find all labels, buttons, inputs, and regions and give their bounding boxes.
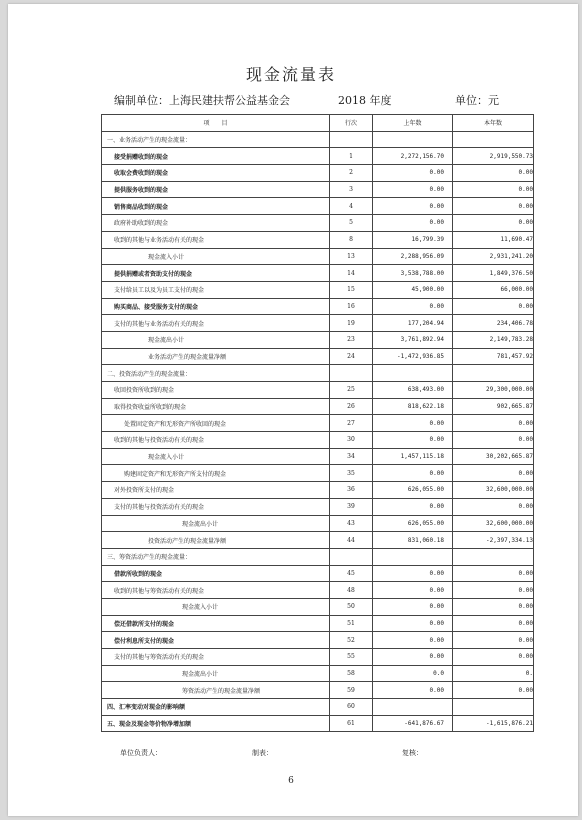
row-item-cell: 收到的其他与业务活动有关的现金: [102, 231, 330, 248]
row-item-cell: 现金流入小计: [102, 598, 330, 615]
row-current-year-cell: 2,149,783.28: [453, 331, 534, 348]
table-row: [102, 131, 534, 148]
row-line-cell: 5: [330, 215, 373, 232]
row-prev-year-cell: 2,288,956.09: [373, 248, 453, 265]
table-row: [102, 315, 534, 332]
row-item-cell: 三、筹资活动产生的现金流量：: [102, 548, 330, 565]
row-item-cell: 购建固定资产和无形资产所支付的现金: [102, 465, 330, 482]
row-item-cell: 对外投资所支付的现金: [102, 482, 330, 499]
row-current-year-cell: 0.00: [453, 582, 534, 599]
row-prev-year-cell: 0.00: [373, 598, 453, 615]
row-line-cell: 4: [330, 198, 373, 215]
table-row: [102, 649, 534, 666]
table-row: [102, 682, 534, 699]
row-current-year-cell: 2,931,241.20: [453, 248, 534, 265]
row-item-cell: 现金流出小计: [102, 665, 330, 682]
row-line-cell: 19: [330, 315, 373, 332]
page-number: 6: [288, 776, 294, 786]
table-row: [102, 298, 534, 315]
row-prev-year-cell: [373, 365, 453, 382]
table-row: [102, 281, 534, 298]
table-row: [102, 348, 534, 365]
row-current-year-cell: 0.00: [453, 415, 534, 432]
row-line-cell: 58: [330, 665, 373, 682]
row-prev-year-cell: 0.00: [373, 682, 453, 699]
row-line-cell: 3: [330, 181, 373, 198]
table-row: [102, 582, 534, 599]
row-line-cell: 61: [330, 715, 373, 732]
row-item-cell: 现金流出小计: [102, 515, 330, 532]
row-current-year-cell: 0.00: [453, 649, 534, 666]
row-line-cell: 1: [330, 148, 373, 165]
row-current-year-cell: 0.00: [453, 498, 534, 515]
row-current-year-cell: 0.: [453, 665, 534, 682]
row-item-cell: 现金流出小计: [102, 331, 330, 348]
cash-flow-table: [101, 114, 534, 732]
table-row: [102, 482, 534, 499]
row-line-cell: 16: [330, 298, 373, 315]
row-item-cell: 五、现金及现金等价物净增加额: [102, 715, 330, 732]
row-item-cell: 借款所收到的现金: [102, 565, 330, 582]
row-item-cell: 政府补助收到的现金: [102, 215, 330, 232]
row-prev-year-cell: [373, 548, 453, 565]
row-prev-year-cell: 831,060.18: [373, 532, 453, 549]
row-line-cell: 2: [330, 165, 373, 182]
row-line-cell: 13: [330, 248, 373, 265]
row-prev-year-cell: -641,876.67: [373, 715, 453, 732]
row-current-year-cell: 0.00: [453, 165, 534, 182]
table-row: [102, 448, 534, 465]
row-item-cell: 支付的其他与投资活动有关的现金: [102, 498, 330, 515]
row-line-cell: 34: [330, 448, 373, 465]
row-line-cell: 23: [330, 331, 373, 348]
header-current-year: 本年数: [453, 115, 534, 132]
row-item-cell: 偿还借款所支付的现金: [102, 615, 330, 632]
row-item-cell: 收到的其他与投资活动有关的现金: [102, 432, 330, 449]
header-prev-year: 上年数: [373, 115, 453, 132]
row-line-cell: 48: [330, 582, 373, 599]
table-row: [102, 632, 534, 649]
row-current-year-cell: 30,202,665.87: [453, 448, 534, 465]
table-row: [102, 248, 534, 265]
row-line-cell: 25: [330, 382, 373, 399]
table-row: [102, 331, 534, 348]
row-current-year-cell: 32,600,000.00: [453, 482, 534, 499]
row-current-year-cell: 0.00: [453, 682, 534, 699]
row-item-cell: 支付的其他与业务活动有关的现金: [102, 315, 330, 332]
row-line-cell: [330, 365, 373, 382]
table-row: [102, 665, 534, 682]
row-current-year-cell: [453, 548, 534, 565]
row-line-cell: 39: [330, 498, 373, 515]
row-line-cell: 50: [330, 598, 373, 615]
table-row: [102, 148, 534, 165]
row-item-cell: 收取会费收到的现金: [102, 165, 330, 182]
row-line-cell: 24: [330, 348, 373, 365]
table-row: [102, 415, 534, 432]
footer-prepared-by: 制表：: [252, 749, 273, 757]
row-line-cell: 55: [330, 649, 373, 666]
row-current-year-cell: 66,000.00: [453, 281, 534, 298]
table-row: [102, 498, 534, 515]
row-item-cell: 支付给员工以及为员工支付的现金: [102, 281, 330, 298]
header-item: 项 目: [102, 115, 330, 132]
currency-unit: 单位：元: [455, 94, 499, 107]
row-prev-year-cell: 0.00: [373, 632, 453, 649]
row-current-year-cell: -2,397,334.13: [453, 532, 534, 549]
row-current-year-cell: 0.00: [453, 565, 534, 582]
row-item-cell: 筹资活动产生的现金流量净额: [102, 682, 330, 699]
row-prev-year-cell: 3,538,788.00: [373, 265, 453, 282]
row-item-cell: 收到的其他与筹资活动有关的现金: [102, 582, 330, 599]
row-item-cell: 接受捐赠收到的现金: [102, 148, 330, 165]
row-current-year-cell: -1,615,876.21: [453, 715, 534, 732]
row-line-cell: 27: [330, 415, 373, 432]
row-current-year-cell: 0.00: [453, 615, 534, 632]
row-item-cell: 现金流入小计: [102, 448, 330, 465]
table-row: [102, 548, 534, 565]
row-current-year-cell: 902,665.87: [453, 398, 534, 415]
row-item-cell: 偿付利息所支付的现金: [102, 632, 330, 649]
table-row: [102, 382, 534, 399]
row-item-cell: 二、投资活动产生的现金流量：: [102, 365, 330, 382]
row-prev-year-cell: 0.00: [373, 498, 453, 515]
row-item-cell: 一、业务活动产生的现金流量：: [102, 131, 330, 148]
table-row: [102, 465, 534, 482]
row-prev-year-cell: 0.00: [373, 615, 453, 632]
row-prev-year-cell: -1,472,936.85: [373, 348, 453, 365]
table-row: [102, 432, 534, 449]
row-current-year-cell: [453, 365, 534, 382]
row-current-year-cell: 0.00: [453, 181, 534, 198]
row-line-cell: 36: [330, 482, 373, 499]
table-row: [102, 365, 534, 382]
row-current-year-cell: 11,690.47: [453, 231, 534, 248]
row-prev-year-cell: 0.00: [373, 198, 453, 215]
row-prev-year-cell: 0.00: [373, 565, 453, 582]
row-prev-year-cell: 45,900.00: [373, 281, 453, 298]
table-row: [102, 532, 534, 549]
footer-reviewed-by: 复核：: [402, 749, 423, 757]
row-item-cell: 四、汇率变动对现金的影响额: [102, 699, 330, 716]
row-prev-year-cell: 0.00: [373, 165, 453, 182]
row-line-cell: 14: [330, 265, 373, 282]
row-prev-year-cell: 0.00: [373, 415, 453, 432]
row-item-cell: 处置固定资产和无形资产所收回的现金: [102, 415, 330, 432]
row-prev-year-cell: 0.00: [373, 582, 453, 599]
row-item-cell: 购买商品、接受服务支付的现金: [102, 298, 330, 315]
table-row: [102, 198, 534, 215]
row-line-cell: [330, 131, 373, 148]
row-current-year-cell: 0.00: [453, 215, 534, 232]
table-header-row: [102, 115, 534, 132]
row-line-cell: 8: [330, 231, 373, 248]
row-prev-year-cell: 626,055.00: [373, 515, 453, 532]
row-item-cell: 支付的其他与筹资活动有关的现金: [102, 649, 330, 666]
row-prev-year-cell: 0.00: [373, 432, 453, 449]
table-row: [102, 165, 534, 182]
row-line-cell: 15: [330, 281, 373, 298]
row-current-year-cell: 0.00: [453, 598, 534, 615]
row-prev-year-cell: 0.00: [373, 181, 453, 198]
row-item-cell: 取得投资收益所收到的现金: [102, 398, 330, 415]
row-prev-year-cell: 626,055.00: [373, 482, 453, 499]
row-current-year-cell: 234,406.78: [453, 315, 534, 332]
footer-responsible-person: 单位负责人：: [120, 749, 162, 757]
row-prev-year-cell: [373, 699, 453, 716]
row-item-cell: 投资活动产生的现金流量净额: [102, 532, 330, 549]
row-current-year-cell: 0.00: [453, 465, 534, 482]
row-line-cell: 30: [330, 432, 373, 449]
table-row: [102, 565, 534, 582]
fiscal-year: 2018 年度: [338, 94, 392, 107]
row-prev-year-cell: 0.00: [373, 465, 453, 482]
organization-label: 编制单位：上海民建扶帮公益基金会: [114, 94, 290, 107]
row-item-cell: 提供捐赠或者资助支付的现金: [102, 265, 330, 282]
row-line-cell: 45: [330, 565, 373, 582]
row-prev-year-cell: [373, 131, 453, 148]
table-row: [102, 615, 534, 632]
row-prev-year-cell: 2,272,156.70: [373, 148, 453, 165]
row-current-year-cell: [453, 131, 534, 148]
row-current-year-cell: [453, 699, 534, 716]
row-prev-year-cell: 16,799.39: [373, 231, 453, 248]
row-current-year-cell: 0.00: [453, 298, 534, 315]
row-current-year-cell: 2,919,550.73: [453, 148, 534, 165]
row-item-cell: 提供服务收到的现金: [102, 181, 330, 198]
row-prev-year-cell: 0.00: [373, 298, 453, 315]
row-current-year-cell: 781,457.92: [453, 348, 534, 365]
row-current-year-cell: 0.00: [453, 632, 534, 649]
row-line-cell: 35: [330, 465, 373, 482]
row-current-year-cell: 29,300,000.00: [453, 382, 534, 399]
table-row: [102, 265, 534, 282]
row-line-cell: 60: [330, 699, 373, 716]
row-line-cell: 52: [330, 632, 373, 649]
table-row: [102, 515, 534, 532]
row-line-cell: 44: [330, 532, 373, 549]
row-prev-year-cell: 0.00: [373, 215, 453, 232]
row-prev-year-cell: 818,622.18: [373, 398, 453, 415]
row-current-year-cell: 1,849,376.50: [453, 265, 534, 282]
row-item-cell: 收回投资所收到的现金: [102, 382, 330, 399]
row-current-year-cell: 0.00: [453, 198, 534, 215]
table-row: [102, 398, 534, 415]
row-prev-year-cell: 177,204.94: [373, 315, 453, 332]
document-title: 现金流量表: [245, 65, 336, 84]
row-line-cell: 43: [330, 515, 373, 532]
table-row: [102, 181, 534, 198]
header-line: 行次: [330, 115, 373, 132]
table-row: [102, 231, 534, 248]
row-prev-year-cell: 0.0: [373, 665, 453, 682]
row-current-year-cell: 32,600,000.00: [453, 515, 534, 532]
row-item-cell: 业务活动产生的现金流量净额: [102, 348, 330, 365]
table-row: [102, 215, 534, 232]
row-line-cell: [330, 548, 373, 565]
table-body: [102, 131, 534, 732]
row-prev-year-cell: 3,761,892.94: [373, 331, 453, 348]
row-line-cell: 59: [330, 682, 373, 699]
row-prev-year-cell: 638,493.00: [373, 382, 453, 399]
row-prev-year-cell: 1,457,115.18: [373, 448, 453, 465]
row-current-year-cell: 0.00: [453, 432, 534, 449]
table-row: [102, 699, 534, 716]
row-item-cell: 销售商品收到的现金: [102, 198, 330, 215]
row-line-cell: 26: [330, 398, 373, 415]
table-row: [102, 598, 534, 615]
table-row: [102, 715, 534, 732]
row-item-cell: 现金流入小计: [102, 248, 330, 265]
row-line-cell: 51: [330, 615, 373, 632]
row-prev-year-cell: 0.00: [373, 649, 453, 666]
